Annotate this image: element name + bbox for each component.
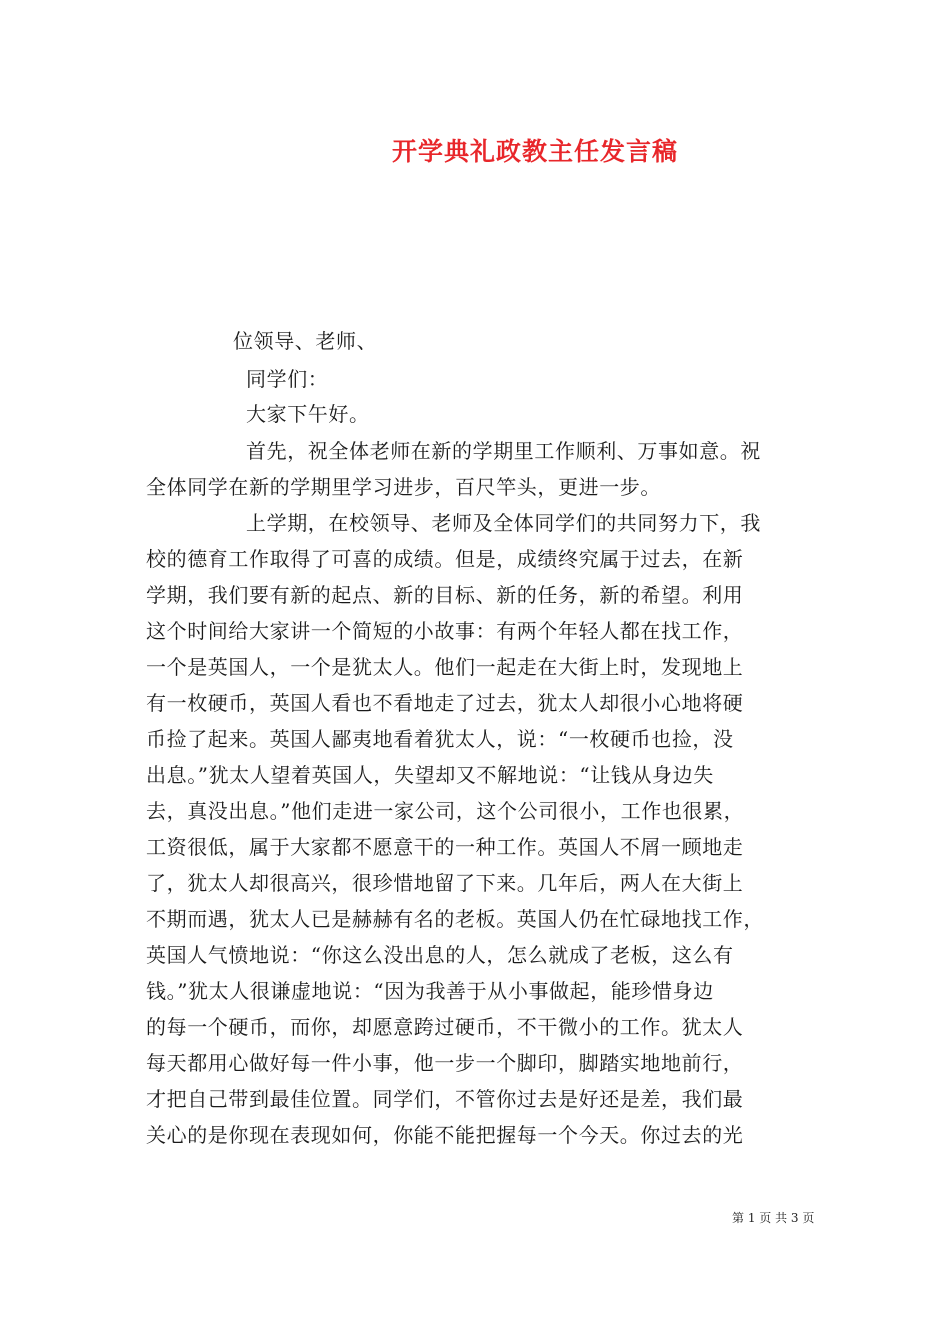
body-line: 校的德育工作取得了可喜的成绩。但是，成绩终究属于过去，在新: [146, 547, 744, 571]
body-line: 英国人气愤地说：“你这么没出息的人，怎么就成了老板，这么有: [146, 943, 734, 967]
greeting-line: 大家下午好。: [246, 402, 370, 426]
salutation-line-1: 位领导、老师、: [233, 329, 378, 353]
body-line: 全体同学在新的学期里学习进步，百尺竿头，更进一步。: [146, 475, 661, 499]
body-line: 币捡了起来。英国人鄙夷地看着犹太人，说：“一枚硬币也捡，没: [146, 727, 734, 751]
body-line: 的每一个硬币，而你，却愿意跨过硬币，不干微小的工作。犹太人: [146, 1015, 744, 1039]
body-line: 上学期，在校领导、老师及全体同学们的共同努力下，我: [246, 511, 761, 535]
document-title: 开学典礼政教主任发言稿: [391, 137, 678, 166]
body-line: 关心的是你现在表现如何，你能不能把握每一个今天。你过去的光: [146, 1123, 744, 1147]
salutation-line-2: 同学们：: [246, 367, 329, 391]
body-line: 不期而遇，犹太人已是赫赫有名的老板。英国人仍在忙碌地找工作，: [146, 907, 764, 931]
body-line: 这个时间给大家讲一个简短的小故事：有两个年轻人都在找工作，: [146, 619, 744, 643]
body-line: 工资很低，属于大家都不愿意干的一种工作。英国人不屑一顾地走: [146, 835, 744, 859]
body-line: 每天都用心做好每一件小事，他一步一个脚印，脚踏实地地前行，: [146, 1051, 744, 1075]
body-line: 有一枚硬币，英国人看也不看地走了过去，犹太人却很小心地将硬: [146, 691, 744, 715]
page-number: 第 1 页 共 3 页: [732, 1211, 815, 1225]
body-line: 出息。”犹太人望着英国人，失望却又不解地说：“让钱从身边失: [146, 763, 714, 787]
body-line: 首先，祝全体老师在新的学期里工作顺利、万事如意。祝: [246, 439, 761, 463]
body-line: 一个是英国人，一个是犹太人。他们一起走在大街上时，发现地上: [146, 655, 744, 679]
body-line: 才把自己带到最佳位置。同学们，不管你过去是好还是差，我们最: [146, 1087, 744, 1111]
body-line: 了，犹太人却很高兴，很珍惜地留了下来。几年后，两人在大街上: [146, 871, 744, 895]
body-line: 学期，我们要有新的起点、新的目标、新的任务，新的希望。利用: [146, 583, 744, 607]
body-line: 去，真没出息。”他们走进一家公司，这个公司很小，工作也很累，: [146, 799, 745, 823]
body-line: 钱。”犹太人很谦虚地说：“因为我善于从小事做起，能珍惜身边: [146, 979, 714, 1003]
